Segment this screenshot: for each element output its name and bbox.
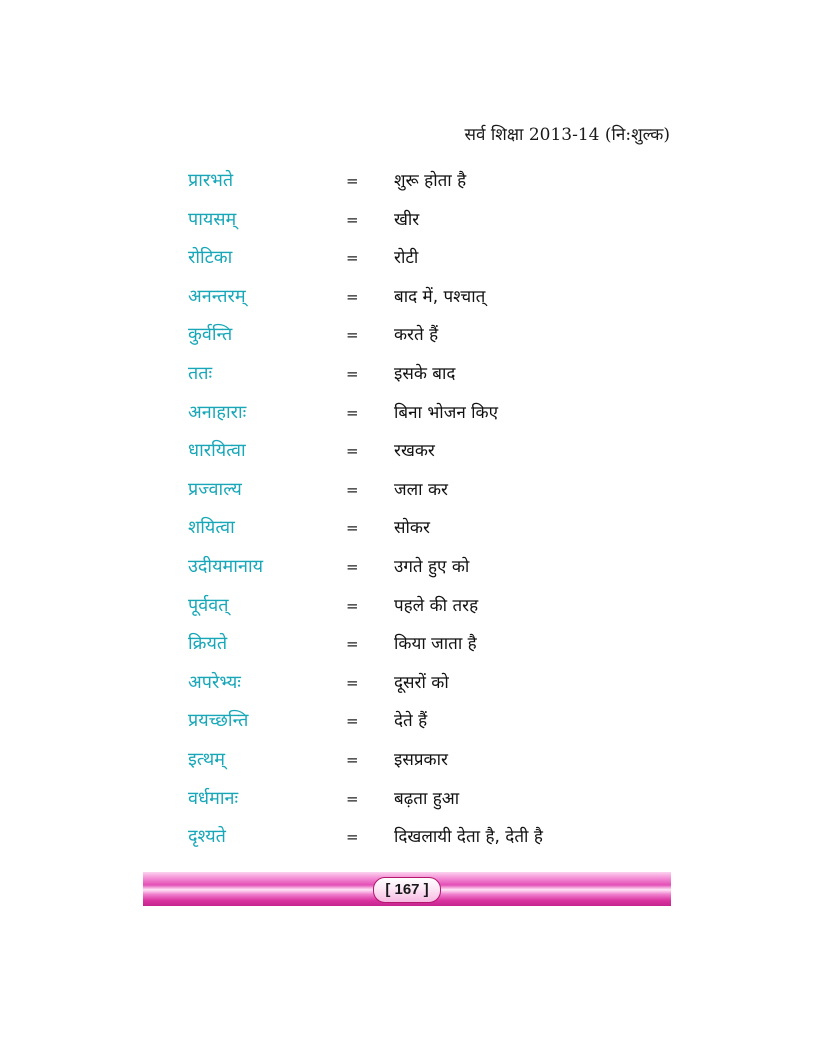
equals-sign: =: [346, 403, 359, 422]
glossary-row: [188, 205, 668, 244]
glossary-row: [188, 745, 668, 784]
glossary-term: प्रारभते: [188, 170, 234, 191]
equals-sign: =: [346, 249, 359, 268]
glossary-row: [188, 398, 668, 437]
equals-sign: =: [346, 480, 359, 499]
glossary-term: इत्थम्: [188, 748, 226, 770]
glossary-row: [188, 475, 668, 514]
glossary-term: वर्धमानः: [188, 787, 239, 809]
glossary-meaning: पहले की तरह: [394, 595, 479, 616]
glossary-meaning: देते हैं: [394, 711, 428, 732]
glossary-term: रोटिका: [188, 247, 233, 269]
glossary-term: दृश्यते: [188, 826, 226, 848]
glossary-meaning: सोकर: [394, 518, 430, 539]
glossary-meaning: इसके बाद: [394, 363, 456, 384]
glossary-term: प्रयच्छन्ति: [188, 710, 249, 732]
equals-sign: =: [346, 596, 359, 615]
glossary-term: अनाहाराः: [188, 401, 247, 423]
page-number-badge: [ 167 ]: [373, 877, 441, 903]
equals-sign: =: [346, 210, 359, 229]
equals-sign: =: [346, 635, 359, 654]
glossary-term: ततः: [188, 362, 213, 384]
equals-sign: =: [346, 673, 359, 692]
equals-sign: =: [346, 326, 359, 345]
equals-sign: =: [346, 828, 359, 847]
glossary-row: [188, 668, 668, 707]
glossary-term: कुर्वन्ति: [188, 324, 233, 346]
glossary-meaning: इसप्रकार: [394, 749, 448, 770]
glossary-term: प्रज्वाल्य: [188, 478, 242, 500]
glossary-meaning: दिखलायी देता है, देती है: [394, 827, 543, 848]
equals-sign: =: [346, 557, 359, 576]
glossary-term: शयित्वा: [188, 517, 235, 539]
glossary-row: [188, 513, 668, 552]
glossary-term: अपरेभ्यः: [188, 671, 241, 693]
glossary-row: [188, 706, 668, 745]
glossary-row: [188, 822, 668, 861]
glossary-term: पायसम्: [188, 208, 237, 230]
equals-sign: =: [346, 442, 359, 461]
glossary-list: [188, 166, 668, 861]
glossary-term: पूर्ववत्: [188, 594, 229, 616]
glossary-meaning: किया जाता है: [394, 634, 477, 655]
glossary-meaning: जला कर: [394, 479, 448, 500]
glossary-row: [188, 552, 668, 591]
glossary-row: [188, 243, 668, 282]
glossary-row: [188, 629, 668, 668]
glossary-row: [188, 166, 668, 205]
glossary-meaning: बिना भोजन किए: [394, 402, 499, 423]
glossary-row: [188, 591, 668, 630]
glossary-meaning: बाद में, पश्चात्: [394, 286, 486, 307]
glossary-row: [188, 320, 668, 359]
glossary-meaning: खीर: [394, 209, 420, 230]
page-header: सर्व शिक्षा 2013-14 (नि:शुल्क): [464, 125, 670, 145]
equals-sign: =: [346, 172, 359, 190]
glossary-row: [188, 282, 668, 321]
glossary-row: [188, 436, 668, 475]
glossary-meaning: दूसरों को: [394, 672, 449, 693]
equals-sign: =: [346, 789, 359, 808]
glossary-term: धारयित्वा: [188, 440, 246, 462]
glossary-term: क्रियते: [188, 633, 228, 655]
glossary-term: अनन्तरम्: [188, 285, 246, 307]
glossary-meaning: शुरू होता है: [394, 171, 467, 191]
glossary-row: [188, 784, 668, 823]
glossary-meaning: करते हैं: [394, 325, 439, 346]
glossary-meaning: उगते हुए को: [394, 556, 470, 577]
glossary-meaning: रोटी: [394, 248, 419, 269]
equals-sign: =: [346, 750, 359, 769]
glossary-row: [188, 359, 668, 398]
equals-sign: =: [346, 519, 359, 538]
equals-sign: =: [346, 364, 359, 383]
equals-sign: =: [346, 287, 359, 306]
glossary-meaning: रखकर: [394, 441, 435, 462]
glossary-term: उदीयमानाय: [188, 555, 264, 577]
equals-sign: =: [346, 712, 359, 731]
glossary-meaning: बढ़ता हुआ: [394, 788, 460, 809]
